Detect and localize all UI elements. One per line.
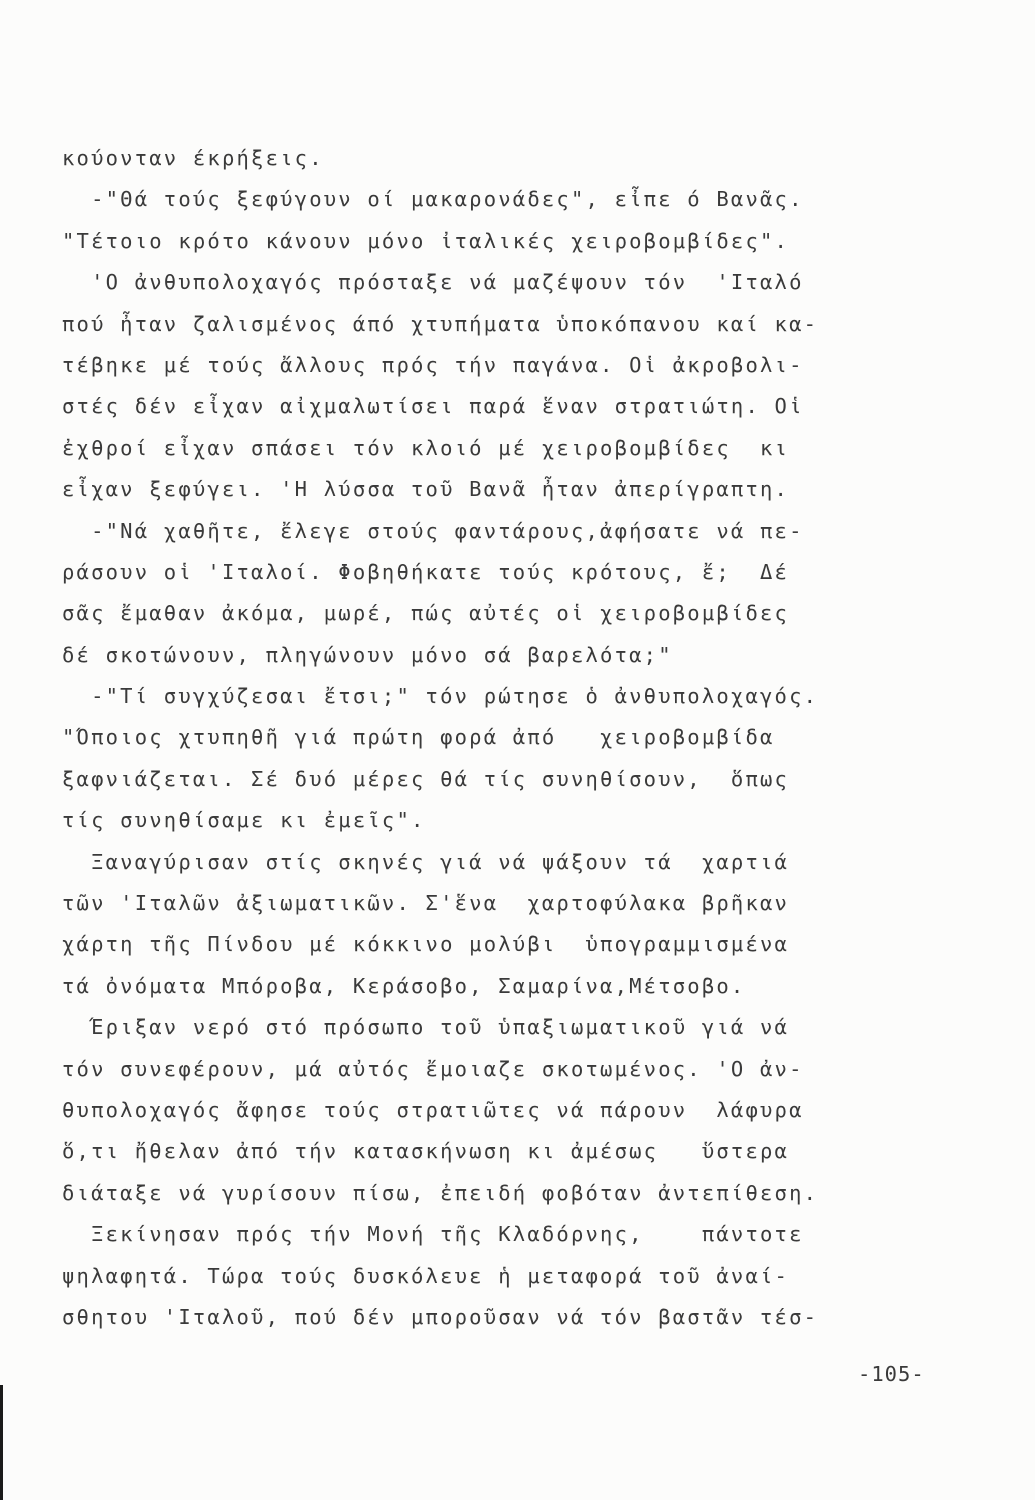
text-line: σᾶς ἔμαθαν ἀκόμα, μωρέ, πώς αὐτές οἱ χειροβομβίδες [62, 601, 790, 626]
text-line: ἐχθροί εἶχαν σπάσει τόν κλοιό μέ χειροβομβίδες κι [62, 435, 790, 460]
body-text [62, 138, 962, 1338]
text-line: πού ἦταν ζαλισμένος άπό χτυπήματα ὑποκόπανου καί κα- [62, 311, 819, 336]
scan-edge-shadow [0, 1385, 3, 1500]
text-line: ράσουν οἱ 'Ιταλοί. Φοβηθήκατε τούς κρότους, ἔ; Δέ [62, 559, 790, 584]
text-line: τίς συνηθίσαμε κι ἐμεῖς". [62, 808, 426, 833]
text-line: εἶχαν ξεφύγει. 'Η λύσσα τοῦ Βανᾶ ἦταν ἀπερίγραπτη. [62, 477, 790, 502]
text-line: δέ σκοτώνουν, πληγώνουν μόνο σά βαρελότα;" [62, 642, 673, 667]
text-line: 'Ο ἀνθυπολοχαγός πρόσταξε νά μαζέψουν τόν 'Ιταλό [62, 270, 804, 295]
text-line: τέβηκε μέ τούς ἄλλους πρός τήν παγάνα. Οἱ ἀκροβολι- [62, 352, 804, 377]
text-line: στές δέν εἶχαν αἰχμαλωτίσει παρά ἕναν στρατιώτη. Οἱ [62, 394, 804, 419]
text-line: -"Νά χαθῆτε, ἔλεγε στούς φαντάρους,ἀφήσατε νά πε- [62, 518, 804, 543]
text-line: τά ὀνόματα Μπόροβα, Κεράσοβο, Σαμαρίνα,Μέτσοβο. [62, 973, 746, 998]
text-line: ψηλαφητά. Τώρα τούς δυσκόλευε ἡ μεταφορά τοῦ ἀναί- [62, 1263, 790, 1288]
text-line: διάταξε νά γυρίσουν πίσω, ἐπειδή φοβόταν ἀντεπίθεση. [62, 1180, 819, 1205]
text-line: ὅ,τι ἤθελαν ἀπό τήν κατασκήνωση κι ἀμέσως ὕστερα [62, 1139, 790, 1164]
text-line: θυπολοχαγός ἄφησε τούς στρατιῶτες νά πάρουν λάφυρα [62, 1097, 804, 1122]
text-line: -"Θά τούς ξεφύγουν οί μακαρονάδες", εἶπε ό Βανᾶς. [62, 187, 804, 212]
text-line: ξαφνιάζεται. Σέ δυό μέρες θά τίς συνηθίσουν, ὅπως [62, 766, 790, 791]
page-number: -105- [858, 1362, 925, 1386]
text-line: -"Τί συγχύζεσαι ἔτσι;" τόν ρώτησε ὁ ἀνθυπολοχαγός. [62, 684, 819, 709]
text-line: "Όποιος χτυπηθῆ γιά πρώτη φορά ἀπό χειροβομβίδα [62, 725, 775, 750]
text-line: σθητου 'Ιταλοῦ, πού δέν μποροῦσαν νά τόν βαστᾶν τέσ- [62, 1304, 819, 1329]
text-line: κούονταν έκρήξεις. [62, 146, 324, 170]
text-line: Ξεκίνησαν πρός τήν Μονή τῆς Κλαδόρνης, πάντοτε [62, 1222, 804, 1247]
text-line: Έριξαν νερό στό πρόσωπο τοῦ ὑπαξιωματικοῦ γιά νά [62, 1015, 790, 1040]
text-line: "Τέτοιο κρότο κάνουν μόνο ἰταλικές χειροβομβίδες". [62, 228, 790, 253]
text-line: τῶν 'Ιταλῶν ἀξιωματικῶν. Σ'ἕνα χαρτοφύλακα βρῆκαν [62, 891, 790, 916]
text-line: Ξαναγύρισαν στίς σκηνές γιά νά ψάξουν τά χαρτιά [62, 849, 790, 874]
text-line: χάρτη τῆς Πίνδου μέ κόκκινο μολύβι ὑπογραμμισμένα [62, 932, 790, 957]
text-line: τόν συνεφέρουν, μά αὐτός ἔμοιαζε σκοτωμένος. 'Ο ἀν- [62, 1056, 804, 1081]
